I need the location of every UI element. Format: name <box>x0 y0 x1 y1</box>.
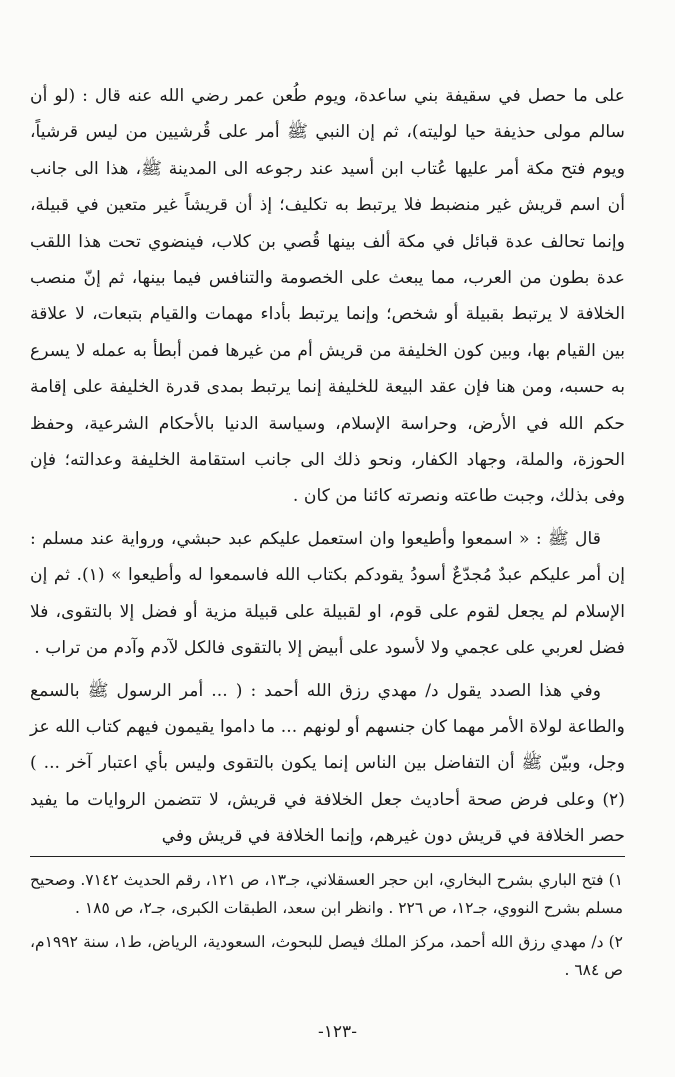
footnotes <box>30 866 623 990</box>
footnote-separator <box>30 856 625 857</box>
paragraph-1: على ما حصل في سقيفة بني ساعدة، ويوم طُعن عمر رضي الله عنه قال : (لو أن سالم مولى حذيفة حيا لوليته)، ثم إن النبي ﷺ أمر على قُرشيين من ليس قرشياً، ويوم فتح مكة أمر عليها عُتاب ابن أسيد عند رجوعه الى المدينة ﷺ، هذا الى جانب أن اسم قريش غير منضبط فلا يرتبط به تكليف؛ إذ أن قريشاً غير متعين في قبيلة، وإنما تحالف عدة قبائل في مكة ألف بينها قُصي بن كلاب، فينضوي تحت هذا اللقب عدة بطون من العرب، مما يبعث على الخصومة والتنافس فيما بينها، ثم إنّ منصب الخلافة لا يرتبط بقبيلة أو شخص؛ وإنما يرتبط بأداء مهمات والقيام بتبعات، لا علاقة بين القيام بها، وبين كون الخليفة من قريش أم من غيرها فمن أبطأ به عمله لا يسرع به حسبه، ومن هنا فإن عقد البيعة للخليفة إنما يرتبط بمدى قدرة الخليفة على إقامة حكم الله في الأرض، وحراسة الإسلام، وسياسة الدنيا بالأحكام الشرعية، وحفظ الحوزة، والملة، وجهاد الكفار، ونحو ذلك الى جانب استقامة الخليفة وعدالته؛ فإن وفى بذلك، وجبت طاعته ونصرته كائنا من كان . <box>30 86 625 507</box>
footnote-1: ١) فتح الباري بشرح البخاري، ابن حجر العسقلاني، جـ١٣، ص ١٢١، رقم الحديث ٧١٤٢. وصحيح مسلم بشرح النووي، جـ١٢، ص ٢٢٦ . وانظر ابن سعد، الطبقات الكبرى، جـ٢، ص ١٨٥ . <box>30 871 623 917</box>
paragraph-3: وفي هذا الصدد يقول د/ مهدي رزق الله أحمد : ( ... أمر الرسول ﷺ بالسمع والطاعة لولاة الأمر مهما كان جنسهم أو لونهم ... ما داموا يقيمون فيهم كتاب الله عز وجل، وبيّن ﷺ أن التفاضل بين الناس إنما يكون بالتقوى وليس بأي اعتبار آخر ... ) (٢) وعلى فرض صحة أحاديث جعل الخلافة في قريش، لا تتضمن الروايات ما يفيد حصر الخلافة في قريش دون غيرهم، وإنما الخلافة في قريش وفي <box>30 680 625 847</box>
main-text <box>30 78 625 855</box>
page-number: -١٢٣- <box>318 1022 357 1042</box>
paragraph-2: قال ﷺ : « اسمعوا وأطيعوا وان استعمل عليكم عبد حبشي، ورواية عند مسلم : إن أمر عليكم عبدٌ مُجدّعٌ أسودُ يقودكم بكتاب الله فاسمعوا له وأطيعوا » (١). ثم إن الإسلام لم يجعل لقوم على قوم، او لقبيلة على قبيلة مزية أو فضل إلا بالتقوى، فلا فضل لعربي على عجمي ولا لأسود على أبيض إلا بالتقوى فالكل لآدم وآدم من تراب . <box>30 528 625 659</box>
footnote-2: ٢) د/ مهدي رزق الله أحمد، مركز الملك فيصل للبحوث، السعودية، الرياض، ط١، سنة ١٩٩٢م، ص ٦٨٤ . <box>30 933 623 979</box>
